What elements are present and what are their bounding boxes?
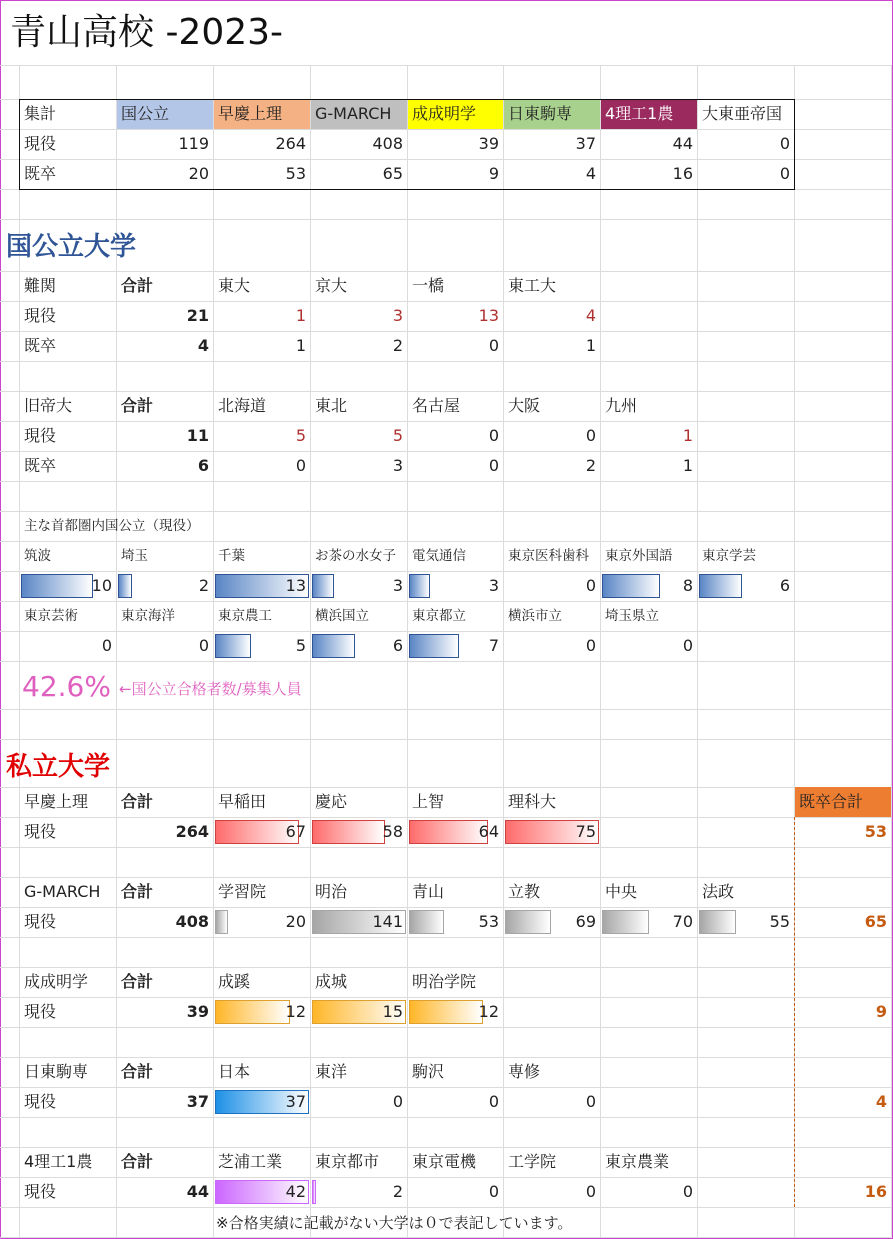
row-label: 現役	[24, 912, 57, 931]
bar-value: 2	[392, 1182, 403, 1201]
summary-header: G-MARCH	[311, 99, 407, 129]
summary-corner: 集計	[24, 104, 57, 123]
school-name: 芝浦工業	[218, 1152, 283, 1171]
group-label: 早慶上理	[24, 792, 89, 811]
school-name: 埼玉県立	[605, 608, 659, 624]
bar-value: 10	[91, 576, 112, 595]
school-name: 東京都立	[412, 608, 466, 624]
ratio-value: 42.6%	[22, 670, 111, 703]
school-name: 立教	[508, 882, 541, 901]
school-value: 0	[585, 576, 596, 595]
total-label: 合計	[121, 972, 154, 991]
bar-value: 5	[295, 636, 306, 655]
kisotsu-total: 53	[864, 822, 887, 841]
school-name: 東北	[315, 396, 348, 415]
total-label: 合計	[121, 1152, 154, 1171]
school-name: 千葉	[218, 548, 245, 564]
school-name: 北海道	[218, 396, 267, 415]
row-total: 4	[197, 336, 209, 355]
school-name: 名古屋	[412, 396, 461, 415]
school-name: 東京農業	[605, 1152, 670, 1171]
total-label: 合計	[121, 792, 154, 811]
group-total: 264	[175, 822, 209, 841]
row-label: 現役	[24, 1182, 57, 1201]
row-label: 現役	[24, 1002, 57, 1021]
summary-value: 408	[372, 134, 403, 153]
school-name: 駒沢	[412, 1062, 445, 1081]
school-value	[408, 571, 503, 601]
school-value	[311, 997, 407, 1027]
summary-header: 成成明学	[408, 99, 503, 129]
group-total: 39	[186, 1002, 209, 1021]
school-name: 上智	[412, 792, 445, 811]
row-total: 11	[186, 426, 209, 445]
row-label: 現役	[24, 306, 57, 325]
school-value: 1	[585, 336, 596, 355]
total-label: 合計	[121, 882, 154, 901]
school-value	[311, 1177, 407, 1207]
school-name: 早稲田	[218, 792, 267, 811]
school-name: 慶応	[315, 792, 348, 811]
school-value	[214, 571, 310, 601]
data-bar	[602, 574, 660, 598]
school-value: 5	[295, 426, 306, 445]
school-name: 東京医科歯科	[508, 548, 589, 564]
bar-value: 2	[198, 576, 209, 595]
bar-value: 8	[682, 576, 693, 595]
school-value	[698, 571, 794, 601]
school-value	[311, 571, 407, 601]
kisotsu-total: 65	[864, 912, 887, 931]
school-name: 東京芸術	[24, 608, 78, 624]
summary-value: 9	[488, 164, 499, 183]
data-bar	[312, 1180, 316, 1204]
school-value: 13	[478, 306, 499, 325]
data-bar	[312, 634, 355, 658]
school-value	[504, 907, 600, 937]
school-name: 東京外国語	[605, 548, 673, 564]
row-total: 6	[197, 456, 209, 475]
total-label: 合計	[121, 396, 154, 415]
school-name: 工学院	[508, 1152, 557, 1171]
summary-row-label: 既卒	[24, 164, 57, 183]
school-name: 中央	[605, 882, 638, 901]
school-value: 0	[585, 1092, 596, 1111]
school-value: 3	[392, 306, 403, 325]
school-value	[408, 997, 503, 1027]
bar-value: 58	[382, 822, 403, 841]
school-name: 学習院	[218, 882, 267, 901]
school-value: 0	[392, 1092, 403, 1111]
data-bar	[409, 820, 488, 844]
school-name: 専修	[508, 1062, 541, 1081]
summary-value: 39	[478, 134, 499, 153]
kisotsu-header: 既卒合計	[795, 787, 891, 817]
group-label: 成成明学	[24, 972, 89, 991]
school-name: 成城	[315, 972, 348, 991]
group-total: 408	[175, 912, 209, 931]
school-value	[311, 631, 407, 661]
summary-value: 264	[275, 134, 306, 153]
data-bar	[699, 574, 742, 598]
bar-value: 15	[382, 1002, 403, 1021]
group-label: 4理工1農	[24, 1152, 93, 1171]
bar-value: 12	[478, 1002, 499, 1021]
summary-value: 0	[779, 134, 790, 153]
group-label: G-MARCH	[24, 882, 101, 901]
summary-value: 4	[585, 164, 596, 183]
summary-header: 早慶上理	[214, 99, 310, 129]
block-label: 旧帝大	[24, 396, 73, 415]
group-total: 44	[186, 1182, 209, 1201]
bar-value: 6	[392, 636, 403, 655]
school-value: 4	[585, 306, 596, 325]
school-value: 0	[295, 456, 306, 475]
summary-header: 4理工1農	[601, 99, 697, 129]
school-value	[214, 631, 310, 661]
school-value	[311, 817, 407, 847]
school-value: 1	[682, 426, 693, 445]
data-bar	[699, 910, 736, 934]
summary-header: 日東駒専	[504, 99, 600, 129]
group-label: 日東駒専	[24, 1062, 89, 1081]
school-value	[20, 571, 116, 601]
school-value	[504, 817, 600, 847]
summary-header: 大東亜帝国	[698, 99, 794, 129]
data-bar	[409, 910, 444, 934]
school-name: 横浜国立	[315, 608, 369, 624]
school-value: 5	[392, 426, 403, 445]
bar-value: 75	[575, 822, 596, 841]
school-value: 0	[585, 426, 596, 445]
bar-value: 67	[285, 822, 306, 841]
bar-value: 42	[285, 1182, 306, 1201]
bar-value: 69	[575, 912, 596, 931]
school-name: 埼玉	[121, 548, 148, 564]
group-total: 37	[186, 1092, 209, 1111]
school-name: 電気通信	[412, 548, 466, 564]
bar-value: 141	[372, 912, 403, 931]
school-value	[698, 907, 794, 937]
school-value	[408, 817, 503, 847]
school-name: 東京電機	[412, 1152, 477, 1171]
school-value	[214, 997, 310, 1027]
school-value: 0	[101, 636, 112, 655]
school-name: 青山	[412, 882, 445, 901]
data-bar	[215, 910, 228, 934]
bar-value: 64	[478, 822, 499, 841]
data-bar	[505, 910, 551, 934]
school-name: 明治	[315, 882, 348, 901]
summary-header: 国公立	[117, 99, 213, 129]
school-value: 2	[392, 336, 403, 355]
school-value: 0	[488, 1182, 499, 1201]
kokko-heading: 国公立大学	[6, 232, 137, 262]
school-name: 九州	[605, 396, 638, 415]
bar-value: 6	[779, 576, 790, 595]
school-value: 1	[682, 456, 693, 475]
school-value: 0	[585, 1182, 596, 1201]
bar-value: 70	[672, 912, 693, 931]
row-label: 現役	[24, 426, 57, 445]
bar-value: 55	[769, 912, 790, 931]
data-bar	[409, 634, 459, 658]
school-value	[214, 817, 310, 847]
data-bar	[21, 574, 93, 598]
school-value: 0	[488, 456, 499, 475]
school-name: 一橋	[412, 276, 445, 295]
summary-value: 16	[672, 164, 693, 183]
school-name: 東洋	[315, 1062, 348, 1081]
school-value: 0	[585, 636, 596, 655]
ratio-note: ←国公立合格者数/募集人員	[119, 680, 302, 698]
kisotsu-total: 9	[875, 1002, 887, 1021]
school-name: 東京学芸	[702, 548, 756, 564]
school-value: 1	[295, 306, 306, 325]
bar-value: 12	[285, 1002, 306, 1021]
school-value	[408, 631, 503, 661]
school-value	[214, 907, 310, 937]
summary-value: 65	[382, 164, 403, 183]
kisotsu-total: 16	[864, 1182, 887, 1201]
data-bar	[312, 574, 334, 598]
summary-value: 37	[575, 134, 596, 153]
kisotsu-separator	[794, 817, 795, 1207]
school-value: 0	[682, 636, 693, 655]
shuto-caption: 主な首都圏内国公立（現役）	[24, 518, 200, 534]
summary-row-label: 現役	[24, 134, 57, 153]
school-name: 東大	[218, 276, 251, 295]
summary-value: 119	[178, 134, 209, 153]
row-label: 既卒	[24, 456, 57, 475]
footnote: ※合格実績に記載がない大学は０で表記しています。	[216, 1214, 573, 1232]
summary-table-border	[19, 99, 795, 190]
page-title: 青山高校 -2023-	[10, 12, 284, 53]
school-value: 3	[392, 456, 403, 475]
school-name: 横浜市立	[508, 608, 562, 624]
bar-value: 20	[285, 912, 306, 931]
school-value	[601, 571, 697, 601]
school-name: 東京海洋	[121, 608, 175, 624]
school-value	[601, 907, 697, 937]
total-label: 合計	[121, 276, 154, 295]
school-name: 東京農工	[218, 608, 272, 624]
school-value	[117, 571, 213, 601]
school-name: 法政	[702, 882, 735, 901]
school-value: 0	[488, 1092, 499, 1111]
total-label: 合計	[121, 1062, 154, 1081]
school-value: 0	[488, 426, 499, 445]
school-value: 1	[295, 336, 306, 355]
bar-value: 3	[488, 576, 499, 595]
data-bar	[118, 574, 132, 598]
school-value	[214, 1177, 310, 1207]
bar-value: 53	[478, 912, 499, 931]
shiritsu-heading: 私立大学	[6, 752, 111, 782]
school-value	[214, 1087, 310, 1117]
school-value: 0	[198, 636, 209, 655]
row-label: 現役	[24, 1092, 57, 1111]
school-name: 筑波	[24, 548, 51, 564]
bar-value: 7	[488, 636, 499, 655]
school-name: 明治学院	[412, 972, 477, 991]
school-name: 東京都市	[315, 1152, 380, 1171]
data-bar	[409, 574, 430, 598]
school-name: 理科大	[508, 792, 557, 811]
school-name: 日本	[218, 1062, 251, 1081]
block-label: 難関	[24, 276, 57, 295]
summary-value: 44	[672, 134, 693, 153]
school-value	[408, 907, 503, 937]
data-bar	[602, 910, 649, 934]
school-value	[311, 907, 407, 937]
summary-value: 0	[779, 164, 790, 183]
bar-value: 13	[285, 576, 306, 595]
data-bar	[312, 820, 385, 844]
data-bar	[215, 1000, 290, 1024]
bar-value: 3	[392, 576, 403, 595]
row-total: 21	[186, 306, 209, 325]
data-bar	[215, 634, 251, 658]
school-name: 京大	[315, 276, 348, 295]
school-value: 2	[585, 456, 596, 475]
data-bar	[409, 1000, 483, 1024]
school-value: 0	[682, 1182, 693, 1201]
school-name: 成蹊	[218, 972, 251, 991]
school-value: 0	[488, 336, 499, 355]
school-name: 大阪	[508, 396, 541, 415]
row-label: 既卒	[24, 336, 57, 355]
bar-value: 37	[285, 1092, 306, 1111]
kisotsu-total: 4	[875, 1092, 887, 1111]
summary-value: 20	[188, 164, 209, 183]
school-name: お茶の水女子	[315, 548, 396, 564]
summary-value: 53	[285, 164, 306, 183]
row-label: 現役	[24, 822, 57, 841]
school-name: 東工大	[508, 276, 557, 295]
